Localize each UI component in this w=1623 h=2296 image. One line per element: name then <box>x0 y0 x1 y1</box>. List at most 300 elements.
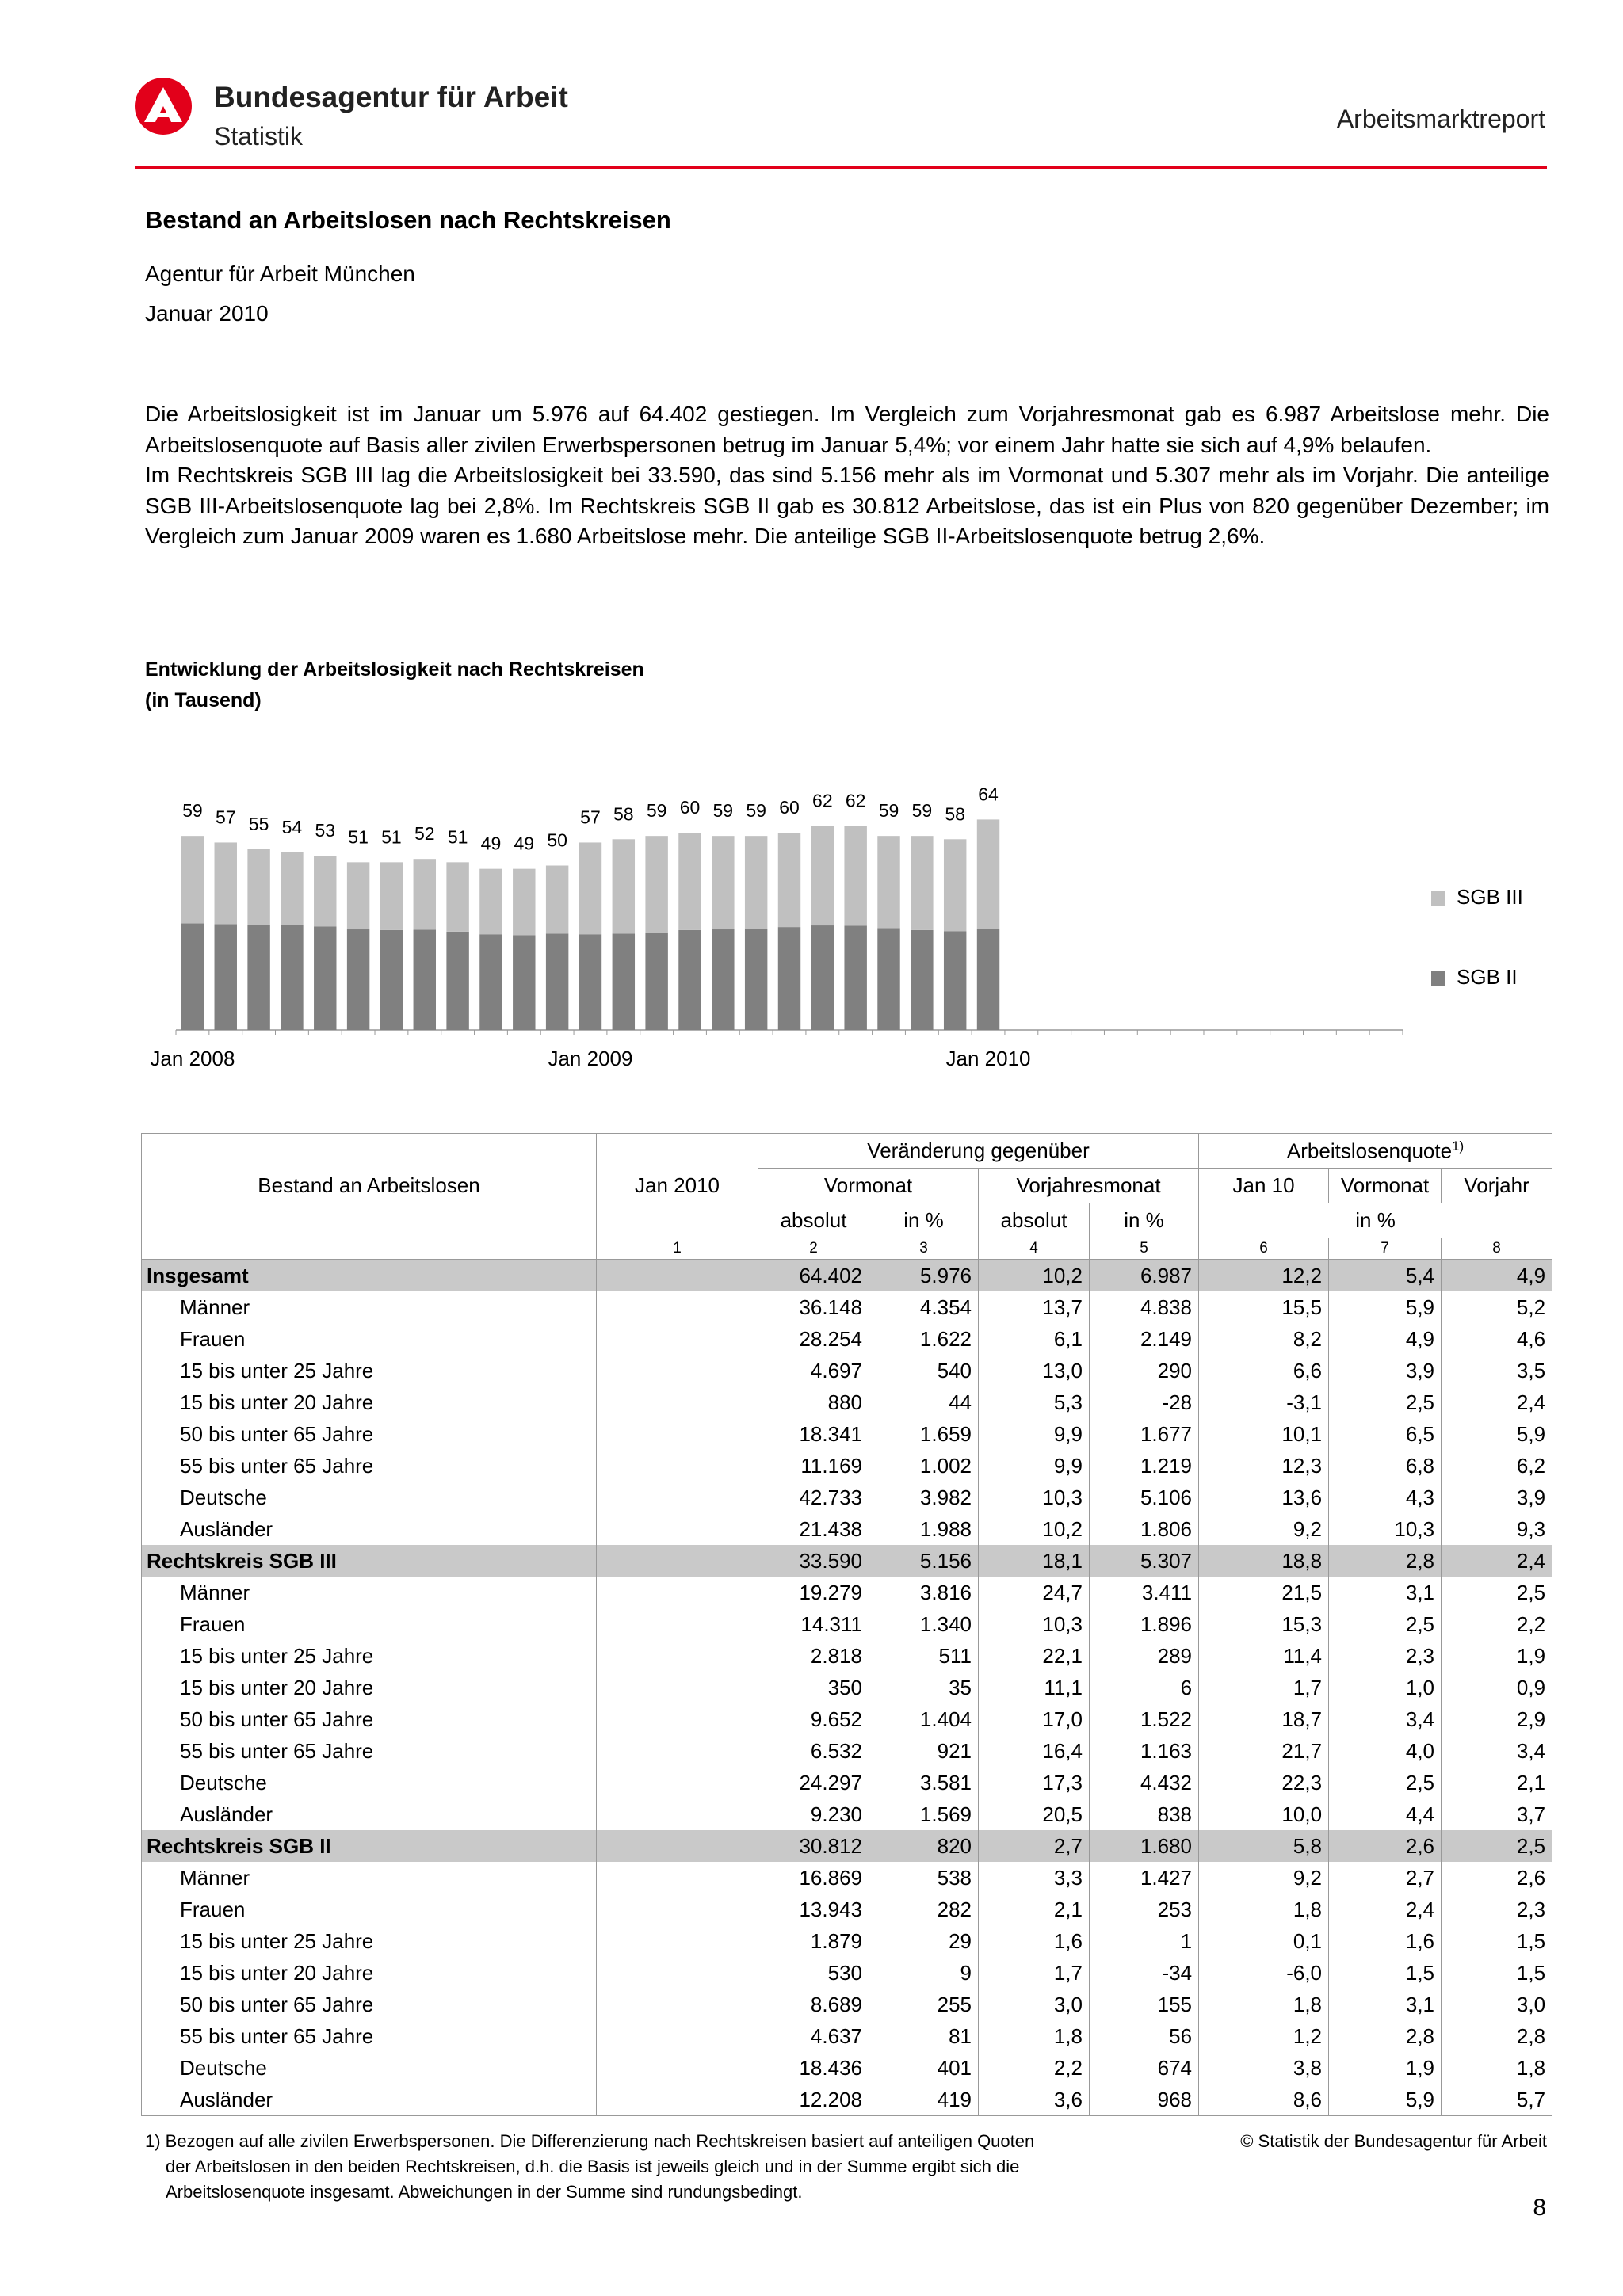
bar-sgb3 <box>877 836 899 928</box>
cell-col-4: 6 <box>1090 1672 1199 1703</box>
bar-sgb3 <box>745 836 767 929</box>
cell-col-4: 56 <box>1090 2020 1199 2052</box>
cell-col-3: 3,6 <box>979 2084 1090 2116</box>
table-row <box>142 1957 1552 1989</box>
table-row <box>142 1894 1552 1925</box>
cell-col-5: 10,0 <box>1199 1798 1329 1830</box>
cell-col-4: 968 <box>1090 2084 1199 2116</box>
row-label: Ausländer <box>142 1513 597 1545</box>
cell-col-6: 5,4 <box>1329 1260 1442 1292</box>
legend-label-sgb2: SGB II <box>1457 965 1518 989</box>
cell-col-2: 1.340 <box>869 1608 979 1640</box>
bar-sgb2 <box>579 934 601 1030</box>
table-row <box>142 2052 1552 2084</box>
cell-col-7: 2,4 <box>1442 1386 1552 1418</box>
cell-col-7: 4,9 <box>1442 1260 1552 1292</box>
cell-col-1: 42.733 <box>597 1482 869 1513</box>
cell-col-7: 2,5 <box>1442 1830 1552 1862</box>
cell-col-6: 3,4 <box>1329 1703 1442 1735</box>
unemployment-chart <box>135 745 1434 1093</box>
cell-col-1: 9.652 <box>597 1703 869 1735</box>
bar-sgb2 <box>977 929 999 1030</box>
rate-pct-header: in % <box>1199 1203 1552 1238</box>
bar-sgb2 <box>745 929 767 1030</box>
cell-col-4: 1.896 <box>1090 1608 1199 1640</box>
cell-col-4: 1 <box>1090 1925 1199 1957</box>
row-label: 15 bis unter 20 Jahre <box>142 1386 597 1418</box>
table-row <box>142 1418 1552 1450</box>
bar-sgb2 <box>712 929 734 1030</box>
table-group-row <box>142 1830 1552 1862</box>
cell-col-4: -34 <box>1090 1957 1199 1989</box>
bar-sgb2 <box>513 935 535 1030</box>
report-period: Januar 2010 <box>145 301 269 326</box>
row-label: Frauen <box>142 1894 597 1925</box>
table-row <box>142 1703 1552 1735</box>
vorjahresmonat-header: Vorjahresmonat <box>979 1169 1199 1203</box>
cell-col-7: 5,7 <box>1442 2084 1552 2116</box>
cell-col-4: 253 <box>1090 1894 1199 1925</box>
col-num: 2 <box>758 1238 869 1260</box>
cell-col-3: 1,7 <box>979 1957 1090 1989</box>
table-row <box>142 1450 1552 1482</box>
cell-col-6: 1,0 <box>1329 1672 1442 1703</box>
cell-col-7: 5,2 <box>1442 1291 1552 1323</box>
report-label: Arbeitsmarktreport <box>1336 105 1545 133</box>
bar-sgb3 <box>944 839 966 931</box>
cell-col-4: -28 <box>1090 1386 1199 1418</box>
bar-sgb3 <box>479 869 502 935</box>
bar-sgb3 <box>380 862 403 929</box>
cell-col-1: 8.689 <box>597 1989 869 2020</box>
footnote-line: der Arbeitslosen in den beiden Rechtskreisen, d.h. die Basis ist jeweils gleich und in der Summe ergibt sich die <box>166 2157 1020 2176</box>
cell-col-1: 24.297 <box>597 1767 869 1798</box>
cell-col-2: 1.569 <box>869 1798 979 1830</box>
cell-col-2: 820 <box>869 1830 979 1862</box>
ba-logo-icon <box>135 78 192 135</box>
cell-col-1: 19.279 <box>597 1577 869 1608</box>
cell-col-6: 2,4 <box>1329 1894 1442 1925</box>
cell-col-1: 16.869 <box>597 1862 869 1894</box>
bar-total-label: 59 <box>911 800 933 822</box>
cell-col-1: 28.254 <box>597 1323 869 1355</box>
cell-col-3: 1,8 <box>979 2020 1090 2052</box>
cell-col-2: 3.581 <box>869 1767 979 1798</box>
cell-col-4: 6.987 <box>1090 1260 1199 1292</box>
cell-col-1: 64.402 <box>597 1260 869 1292</box>
cell-col-1: 4.637 <box>597 2020 869 2052</box>
bar-total-label: 50 <box>547 830 567 851</box>
table-row <box>142 1989 1552 2020</box>
bar-sgb3 <box>977 819 999 929</box>
cell-col-5: 8,2 <box>1199 1323 1329 1355</box>
legend-swatch-sgb2 <box>1431 971 1445 986</box>
bar-sgb2 <box>812 925 834 1030</box>
row-label: Männer <box>142 1291 597 1323</box>
cell-col-3: 9,9 <box>979 1418 1090 1450</box>
row-label: 15 bis unter 25 Jahre <box>142 1925 597 1957</box>
row-label: Insgesamt <box>142 1260 597 1292</box>
cell-col-6: 4,3 <box>1329 1482 1442 1513</box>
cell-col-5: 3,8 <box>1199 2052 1329 2084</box>
footnote <box>145 2129 1136 2205</box>
bar-total-label: 49 <box>480 833 502 854</box>
cell-col-3: 13,7 <box>979 1291 1090 1323</box>
cell-col-4: 1.806 <box>1090 1513 1199 1545</box>
table-rate-header <box>1199 1134 1552 1169</box>
bar-sgb3 <box>281 852 303 925</box>
bar-total-label: 51 <box>381 826 402 848</box>
cell-col-1: 18.341 <box>597 1418 869 1450</box>
cell-col-3: 2,1 <box>979 1894 1090 1925</box>
summary-paragraph-1: Die Arbeitslosigkeit ist im Januar um 5.976 auf 64.402 gestiegen. Im Vergleich zum Vorjahresmonat gab es 6.987 Arbeitslose mehr. Die Arbeitslosenquote auf Basis aller zivilen Erwerbspersonen betrug im Januar 5,4%; vor einem Jahr hatte sie sich auf 4,9% belaufen. <box>145 402 1549 457</box>
cell-col-7: 2,2 <box>1442 1608 1552 1640</box>
bar-sgb3 <box>181 836 204 923</box>
cell-col-5: 18,8 <box>1199 1545 1329 1577</box>
cell-col-3: 20,5 <box>979 1798 1090 1830</box>
row-label: 55 bis unter 65 Jahre <box>142 1450 597 1482</box>
cell-col-3: 16,4 <box>979 1735 1090 1767</box>
row-label: 15 bis unter 20 Jahre <box>142 1672 597 1703</box>
cell-col-6: 1,9 <box>1329 2052 1442 2084</box>
bar-sgb3 <box>778 833 800 927</box>
cell-col-1: 350 <box>597 1672 869 1703</box>
table-row <box>142 1323 1552 1355</box>
cell-col-3: 2,2 <box>979 2052 1090 2084</box>
cell-col-6: 1,6 <box>1329 1925 1442 1957</box>
bar-sgb3 <box>911 836 933 930</box>
cell-col-2: 511 <box>869 1640 979 1672</box>
col-num: 3 <box>869 1238 979 1260</box>
row-label: 50 bis unter 65 Jahre <box>142 1989 597 2020</box>
table-row <box>142 1798 1552 1830</box>
footnote-line: 1) Bezogen auf alle zivilen Erwerbspersonen. Die Differenzierung nach Rechtskreisen basiert auf anteiligen Quoten <box>145 2131 1035 2151</box>
cell-col-3: 11,1 <box>979 1672 1090 1703</box>
cell-col-2: 4.354 <box>869 1291 979 1323</box>
cell-col-2: 282 <box>869 1894 979 1925</box>
chart-title: Entwicklung der Arbeitslosigkeit nach Rechtskreisen <box>145 658 644 681</box>
unemployment-table <box>141 1133 1552 2116</box>
row-label: 15 bis unter 25 Jahre <box>142 1355 597 1386</box>
page-number: 8 <box>1533 2195 1546 2221</box>
cell-col-5: 9,2 <box>1199 1862 1329 1894</box>
bar-sgb2 <box>281 925 303 1030</box>
cell-col-1: 36.148 <box>597 1291 869 1323</box>
bar-sgb2 <box>546 933 568 1030</box>
table-row <box>142 1386 1552 1418</box>
cell-col-5: -3,1 <box>1199 1386 1329 1418</box>
table-group-row <box>142 1260 1552 1292</box>
cell-col-2: 401 <box>869 2052 979 2084</box>
cell-col-7: 3,5 <box>1442 1355 1552 1386</box>
row-label: 50 bis unter 65 Jahre <box>142 1703 597 1735</box>
cell-col-1: 530 <box>597 1957 869 1989</box>
cell-col-6: 2,8 <box>1329 1545 1442 1577</box>
cell-col-5: 12,2 <box>1199 1260 1329 1292</box>
bar-sgb2 <box>778 927 800 1030</box>
agency-name: Agentur für Arbeit München <box>145 261 415 286</box>
cell-col-7: 1,8 <box>1442 2052 1552 2084</box>
cell-col-2: 538 <box>869 1862 979 1894</box>
row-label: 15 bis unter 20 Jahre <box>142 1957 597 1989</box>
table-row <box>142 1767 1552 1798</box>
cell-col-6: 3,1 <box>1329 1989 1442 2020</box>
legend-sgb3 <box>1431 885 1523 910</box>
bar-sgb2 <box>414 929 436 1030</box>
bar-sgb2 <box>380 930 403 1030</box>
cell-col-6: 2,5 <box>1329 1386 1442 1418</box>
copyright: © Statistik der Bundesagentur für Arbeit <box>1240 2131 1547 2151</box>
page-title: Bestand an Arbeitslosen nach Rechtskreisen <box>145 206 671 234</box>
cell-col-6: 1,5 <box>1329 1957 1442 1989</box>
cell-col-5: 1,7 <box>1199 1672 1329 1703</box>
bar-sgb2 <box>678 930 701 1030</box>
cell-col-2: 1.002 <box>869 1450 979 1482</box>
col-num: 6 <box>1199 1238 1329 1260</box>
table-row <box>142 1862 1552 1894</box>
pct-header-2: in % <box>1090 1203 1199 1238</box>
bar-total-label: 55 <box>248 813 269 834</box>
cell-col-4: 2.149 <box>1090 1323 1199 1355</box>
table-row <box>142 1640 1552 1672</box>
cell-col-5: 22,3 <box>1199 1767 1329 1798</box>
cell-col-5: 21,5 <box>1199 1577 1329 1608</box>
cell-col-7: 3,4 <box>1442 1735 1552 1767</box>
cell-col-4: 5.106 <box>1090 1482 1199 1513</box>
table-row <box>142 1608 1552 1640</box>
org-name: Bundesagentur für Arbeit <box>214 81 568 113</box>
cell-col-7: 1,5 <box>1442 1957 1552 1989</box>
cell-col-4: 4.432 <box>1090 1767 1199 1798</box>
cell-col-6: 2,3 <box>1329 1640 1442 1672</box>
table-change-header: Veränderung gegenüber <box>758 1134 1199 1169</box>
bar-total-label: 60 <box>679 797 701 818</box>
cell-col-6: 2,7 <box>1329 1862 1442 1894</box>
cell-col-6: 4,4 <box>1329 1798 1442 1830</box>
cell-col-5: 9,2 <box>1199 1513 1329 1545</box>
legend-swatch-sgb3 <box>1431 891 1445 906</box>
bar-total-label: 57 <box>215 807 236 828</box>
bar-total-label: 57 <box>580 807 601 828</box>
bar-sgb2 <box>844 925 866 1030</box>
cell-col-5: 13,6 <box>1199 1482 1329 1513</box>
cell-col-1: 2.818 <box>597 1640 869 1672</box>
bar-sgb2 <box>944 932 966 1031</box>
cell-col-2: 1.659 <box>869 1418 979 1450</box>
row-label: Ausländer <box>142 2084 597 2116</box>
bar-sgb3 <box>579 842 601 934</box>
col-num: 8 <box>1442 1238 1552 1260</box>
cell-col-2: 5.976 <box>869 1260 979 1292</box>
cell-col-4: 4.838 <box>1090 1291 1199 1323</box>
cell-col-5: 8,6 <box>1199 2084 1329 2116</box>
cell-col-3: 18,1 <box>979 1545 1090 1577</box>
bar-sgb3 <box>812 826 834 925</box>
bar-total-label: 49 <box>514 833 535 854</box>
chart-subtitle: (in Tausend) <box>145 689 262 711</box>
cell-col-5: 15,3 <box>1199 1608 1329 1640</box>
cell-col-6: 4,9 <box>1329 1323 1442 1355</box>
table-row <box>142 2020 1552 2052</box>
cell-col-5: 21,7 <box>1199 1735 1329 1767</box>
cell-col-7: 0,9 <box>1442 1672 1552 1703</box>
table-row <box>142 1735 1552 1767</box>
cell-col-1: 21.438 <box>597 1513 869 1545</box>
cell-col-3: 9,9 <box>979 1450 1090 1482</box>
cell-col-1: 18.436 <box>597 2052 869 2084</box>
cell-col-1: 880 <box>597 1386 869 1418</box>
cell-col-3: 13,0 <box>979 1355 1090 1386</box>
bar-sgb3 <box>247 849 269 925</box>
legend-label-sgb3: SGB III <box>1457 885 1523 909</box>
org-subtitle: Statistik <box>214 122 304 151</box>
cell-col-7: 2,5 <box>1442 1577 1552 1608</box>
bar-sgb2 <box>479 934 502 1030</box>
table-row <box>142 1513 1552 1545</box>
cell-col-6: 2,6 <box>1329 1830 1442 1862</box>
bar-total-label: 64 <box>978 784 999 805</box>
cell-col-4: 155 <box>1090 1989 1199 2020</box>
cell-col-7: 3,9 <box>1442 1482 1552 1513</box>
cell-col-6: 4,0 <box>1329 1735 1442 1767</box>
cell-col-4: 1.522 <box>1090 1703 1199 1735</box>
row-label: Deutsche <box>142 2052 597 2084</box>
row-label: Männer <box>142 1577 597 1608</box>
cell-col-5: 12,3 <box>1199 1450 1329 1482</box>
cell-col-7: 5,9 <box>1442 1418 1552 1450</box>
page-header <box>135 73 1547 172</box>
bar-total-label: 51 <box>447 826 468 848</box>
cell-col-3: 5,3 <box>979 1386 1090 1418</box>
cell-col-6: 2,5 <box>1329 1608 1442 1640</box>
bar-sgb2 <box>911 930 933 1030</box>
header-rule <box>135 166 1547 169</box>
table-row <box>142 1577 1552 1608</box>
cell-col-7: 1,5 <box>1442 1925 1552 1957</box>
cell-col-2: 44 <box>869 1386 979 1418</box>
cell-col-7: 2,1 <box>1442 1767 1552 1798</box>
row-label: Frauen <box>142 1608 597 1640</box>
bar-total-label: 62 <box>845 790 866 811</box>
cell-col-6: 2,5 <box>1329 1767 1442 1798</box>
bar-sgb3 <box>347 862 369 929</box>
row-label: Frauen <box>142 1323 597 1355</box>
cell-col-3: 10,2 <box>979 1260 1090 1292</box>
bar-total-label: 60 <box>779 797 800 818</box>
cell-col-5: -6,0 <box>1199 1957 1329 1989</box>
cell-col-7: 2,9 <box>1442 1703 1552 1735</box>
table-row <box>142 1672 1552 1703</box>
bar-total-label: 59 <box>746 800 766 822</box>
cell-col-5: 18,7 <box>1199 1703 1329 1735</box>
table-stub-header: Bestand an Arbeitslosen <box>142 1134 597 1238</box>
cell-col-1: 4.697 <box>597 1355 869 1386</box>
cell-col-3: 24,7 <box>979 1577 1090 1608</box>
bar-sgb2 <box>446 932 468 1030</box>
cell-col-4: 1.219 <box>1090 1450 1199 1482</box>
bar-total-label: 58 <box>613 803 634 825</box>
cell-col-6: 6,8 <box>1329 1450 1442 1482</box>
vormonat-header: Vormonat <box>758 1169 979 1203</box>
cell-col-4: 674 <box>1090 2052 1199 2084</box>
cell-col-5: 1,8 <box>1199 1989 1329 2020</box>
cell-col-4: 5.307 <box>1090 1545 1199 1577</box>
bar-total-label: 62 <box>812 790 833 811</box>
bar-sgb3 <box>414 859 436 929</box>
cell-col-5: 1,8 <box>1199 1894 1329 1925</box>
summary-paragraph-2: Im Rechtskreis SGB III lag die Arbeitslosigkeit bei 33.590, das sind 5.156 mehr als im Vormonat und 5.307 mehr als im Vorjahr. Die anteilige SGB III-Arbeitslosenquote lag bei 2,8%. Im Rechtskreis SGB II gab es 30.812 Arbeitslose, das ist ein Plus von 820 gegenüber Dezember; im Vergleich zum Januar 2009 waren es 1.680 Arbeitslose mehr. Die anteilige SGB II-Arbeitslosenquote betrug 2,6%. <box>145 463 1549 548</box>
table-row <box>142 1355 1552 1386</box>
cell-col-5: 15,5 <box>1199 1291 1329 1323</box>
row-label: 15 bis unter 25 Jahre <box>142 1640 597 1672</box>
cell-col-2: 540 <box>869 1355 979 1386</box>
bar-total-label: 54 <box>281 816 303 837</box>
bar-total-label: 53 <box>315 820 336 841</box>
cell-col-2: 35 <box>869 1672 979 1703</box>
cell-col-2: 9 <box>869 1957 979 1989</box>
row-label: Ausländer <box>142 1798 597 1830</box>
bar-sgb3 <box>613 839 635 933</box>
cell-col-3: 1,6 <box>979 1925 1090 1957</box>
cell-col-2: 255 <box>869 1989 979 2020</box>
pct-header-1: in % <box>869 1203 979 1238</box>
row-label: Männer <box>142 1862 597 1894</box>
cell-col-6: 2,8 <box>1329 2020 1442 2052</box>
row-label: 50 bis unter 65 Jahre <box>142 1418 597 1450</box>
cell-col-2: 1.988 <box>869 1513 979 1545</box>
bar-total-label: 59 <box>712 800 734 822</box>
x-tick-label: Jan 2009 <box>548 1047 633 1070</box>
cell-col-4: 1.677 <box>1090 1418 1199 1450</box>
cell-col-2: 1.404 <box>869 1703 979 1735</box>
cell-col-3: 17,0 <box>979 1703 1090 1735</box>
bar-sgb3 <box>645 836 667 933</box>
cell-col-4: 1.427 <box>1090 1862 1199 1894</box>
row-label: Deutsche <box>142 1482 597 1513</box>
row-label: Rechtskreis SGB III <box>142 1545 597 1577</box>
cell-col-5: 6,6 <box>1199 1355 1329 1386</box>
cell-col-4: 290 <box>1090 1355 1199 1386</box>
bar-sgb2 <box>215 924 237 1030</box>
cell-col-7: 6,2 <box>1442 1450 1552 1482</box>
x-tick-label: Jan 2010 <box>945 1047 1031 1070</box>
summary-text <box>145 399 1549 552</box>
cell-col-6: 6,5 <box>1329 1418 1442 1450</box>
cell-col-7: 2,8 <box>1442 2020 1552 2052</box>
cell-col-3: 2,7 <box>979 1830 1090 1862</box>
bar-sgb2 <box>314 926 336 1030</box>
cell-col-4: 1.163 <box>1090 1735 1199 1767</box>
bar-total-label: 51 <box>348 826 369 848</box>
col-num-empty <box>142 1238 597 1260</box>
cell-col-1: 13.943 <box>597 1894 869 1925</box>
x-tick-label: Jan 2008 <box>150 1047 235 1070</box>
cell-col-2: 1.622 <box>869 1323 979 1355</box>
cell-col-3: 3,3 <box>979 1862 1090 1894</box>
cell-col-4: 1.680 <box>1090 1830 1199 1862</box>
cell-col-7: 1,9 <box>1442 1640 1552 1672</box>
cell-col-2: 3.816 <box>869 1577 979 1608</box>
absolut-header-1: absolut <box>758 1203 869 1238</box>
bar-sgb2 <box>247 925 269 1030</box>
table-body <box>142 1260 1552 2116</box>
row-label: 55 bis unter 65 Jahre <box>142 2020 597 2052</box>
cell-col-7: 4,6 <box>1442 1323 1552 1355</box>
bar-sgb3 <box>678 833 701 930</box>
cell-col-3: 10,3 <box>979 1482 1090 1513</box>
bar-sgb3 <box>215 842 237 924</box>
table-row <box>142 1925 1552 1957</box>
